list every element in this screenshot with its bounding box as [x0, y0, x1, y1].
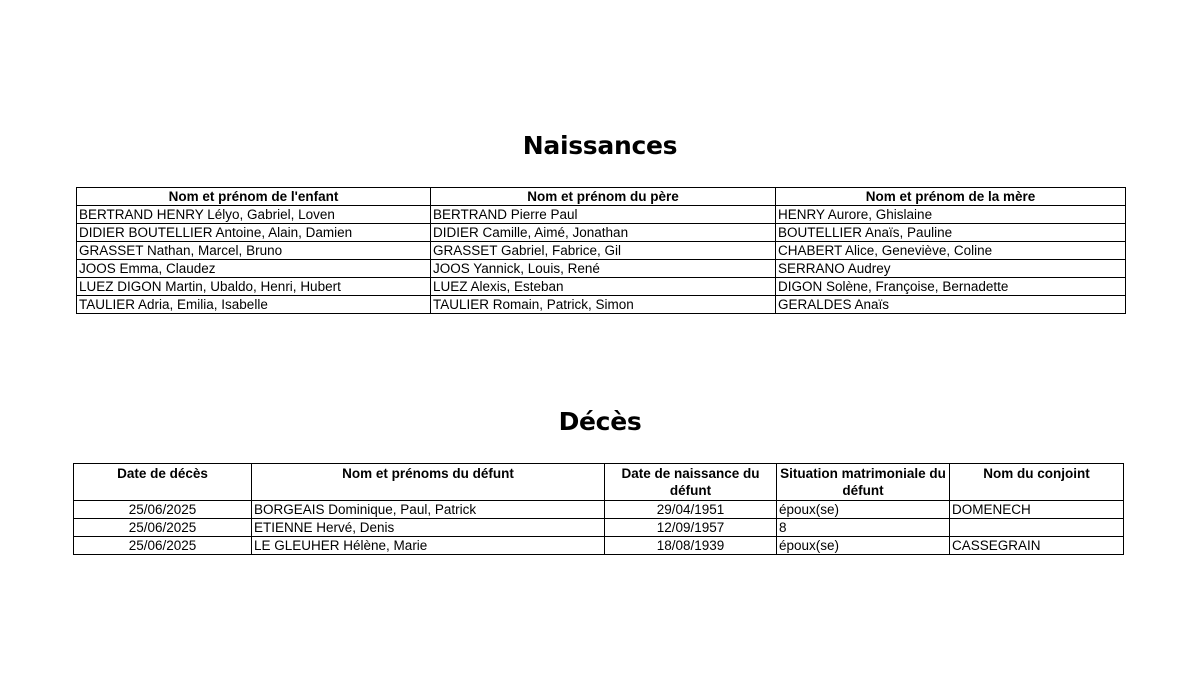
birth-date-cell: 12/09/1957 [605, 519, 777, 537]
deaths-section-title: Décès [558, 407, 642, 436]
header-father-name: Nom et prénom du père [431, 188, 776, 206]
mother-name-cell: SERRANO Audrey [776, 260, 1126, 278]
mother-name-cell: DIGON Solène, Françoise, Bernadette [776, 278, 1126, 296]
header-spouse-name: Nom du conjoint [950, 464, 1124, 501]
child-name-cell: DIDIER BOUTELLIER Antoine, Alain, Damien [77, 224, 431, 242]
spouse-name-cell: DOMENECH [950, 501, 1124, 519]
deceased-name-cell: BORGEAIS Dominique, Paul, Patrick [252, 501, 605, 519]
header-death-date: Date de décès [74, 464, 252, 501]
table-row [77, 278, 1126, 296]
table-row [77, 242, 1126, 260]
mother-name-cell: CHABERT Alice, Geneviève, Coline [776, 242, 1126, 260]
header-child-name: Nom et prénom de l'enfant [77, 188, 431, 206]
child-name-cell: TAULIER Adria, Emilia, Isabelle [77, 296, 431, 314]
mother-name-cell: HENRY Aurore, Ghislaine [776, 206, 1126, 224]
marital-status-cell: époux(se) [777, 537, 950, 555]
child-name-cell: GRASSET Nathan, Marcel, Bruno [77, 242, 431, 260]
births-section-title: Naissances [522, 131, 678, 160]
spouse-name-cell: CASSEGRAIN [950, 537, 1124, 555]
father-name-cell: GRASSET Gabriel, Fabrice, Gil [431, 242, 776, 260]
father-name-cell: BERTRAND Pierre Paul [431, 206, 776, 224]
death-date-cell: 25/06/2025 [74, 501, 252, 519]
table-row [74, 501, 1124, 519]
deaths-table [73, 463, 1124, 555]
table-row [77, 296, 1126, 314]
deceased-name-cell: LE GLEUHER Hélène, Marie [252, 537, 605, 555]
child-name-cell: BERTRAND HENRY Lélyo, Gabriel, Loven [77, 206, 431, 224]
deaths-header-row [74, 464, 1124, 501]
births-header-row [77, 188, 1126, 206]
father-name-cell: DIDIER Camille, Aimé, Jonathan [431, 224, 776, 242]
child-name-cell: LUEZ DIGON Martin, Ubaldo, Henri, Hubert [77, 278, 431, 296]
mother-name-cell: GERALDES Anaïs [776, 296, 1126, 314]
birth-date-cell: 29/04/1951 [605, 501, 777, 519]
birth-date-cell: 18/08/1939 [605, 537, 777, 555]
table-row [74, 537, 1124, 555]
header-marital-status: Situation matrimoniale du défunt [777, 464, 950, 501]
death-date-cell: 25/06/2025 [74, 519, 252, 537]
table-row [77, 224, 1126, 242]
marital-status-cell: époux(se) [777, 501, 950, 519]
father-name-cell: LUEZ Alexis, Esteban [431, 278, 776, 296]
death-date-cell: 25/06/2025 [74, 537, 252, 555]
births-table [76, 187, 1126, 314]
spouse-name-cell [950, 519, 1124, 537]
father-name-cell: TAULIER Romain, Patrick, Simon [431, 296, 776, 314]
table-row [77, 206, 1126, 224]
mother-name-cell: BOUTELLIER Anaïs, Pauline [776, 224, 1126, 242]
table-row [77, 260, 1126, 278]
header-mother-name: Nom et prénom de la mère [776, 188, 1126, 206]
header-deceased-name: Nom et prénoms du défunt [252, 464, 605, 501]
marital-status-cell: 8 [777, 519, 950, 537]
child-name-cell: JOOS Emma, Claudez [77, 260, 431, 278]
father-name-cell: JOOS Yannick, Louis, René [431, 260, 776, 278]
table-row [74, 519, 1124, 537]
deceased-name-cell: ETIENNE Hervé, Denis [252, 519, 605, 537]
header-birth-date: Date de naissance du défunt [605, 464, 777, 501]
